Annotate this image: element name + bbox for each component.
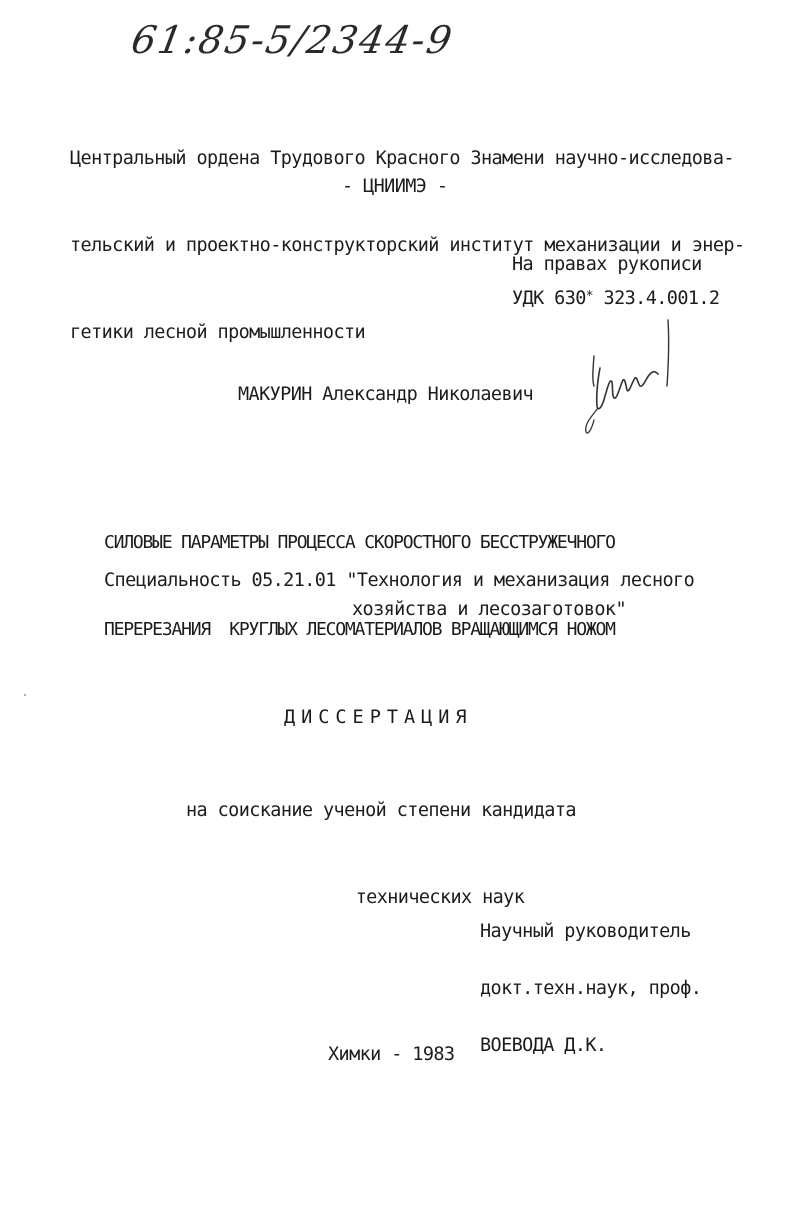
- place-and-year: Химки - 1983: [328, 1044, 455, 1065]
- specialty-line-1: Специальность 05.21.01 "Технология и механизация лесного: [104, 570, 695, 591]
- institute-line: Центральный ордена Трудового Красного Знамени научно-исследова-: [70, 148, 734, 169]
- author-name: МАКУРИН Александр Николаевич: [238, 384, 534, 405]
- advisor-degree: докт.техн.наук, проф.: [480, 978, 702, 999]
- udk-number: 323.4.001.2: [593, 288, 720, 309]
- author-signature: [572, 316, 682, 441]
- institute-acronym: - ЦНИИМЭ -: [342, 176, 448, 197]
- archive-mark-handwritten: 61:85-5/2344-9: [128, 18, 457, 62]
- scientific-advisor: [480, 884, 701, 1093]
- udk-mark: *: [585, 289, 594, 304]
- advisor-name: ВОЕВОДА Д.К.: [480, 1035, 607, 1056]
- manuscript-rights-note: На правах рукописи: [512, 254, 702, 275]
- advisor-role: Научный руководитель: [480, 921, 691, 942]
- institute-line: тельский и проектно-конструкторский институт механизации и энер-: [70, 235, 745, 256]
- title-line: СИЛОВЫЕ ПАРАМЕТРЫ ПРОЦЕССА СКОРОСТНОГО БЕССТРУЖЕЧНОГО: [104, 532, 615, 553]
- degree-line: на соискание ученой степени кандидата: [186, 800, 576, 821]
- udk-code: [512, 284, 719, 313]
- title-line: ПЕРЕРЕЗАНИЯ КРУГЛЫХ ЛЕСОМАТЕРИАЛОВ ВРАЩАЮЩИМСЯ НОЖОМ: [104, 619, 615, 640]
- degree-line: технических наук: [355, 887, 525, 908]
- udk-prefix: УДК 630: [512, 288, 586, 309]
- scan-speck: [24, 694, 26, 696]
- institute-line: гетики лесной промышленности: [70, 322, 366, 343]
- document-type-heading: ДИССЕРТАЦИЯ: [284, 707, 473, 728]
- specialty-line-2: хозяйства и лесозаготовок": [352, 599, 626, 620]
